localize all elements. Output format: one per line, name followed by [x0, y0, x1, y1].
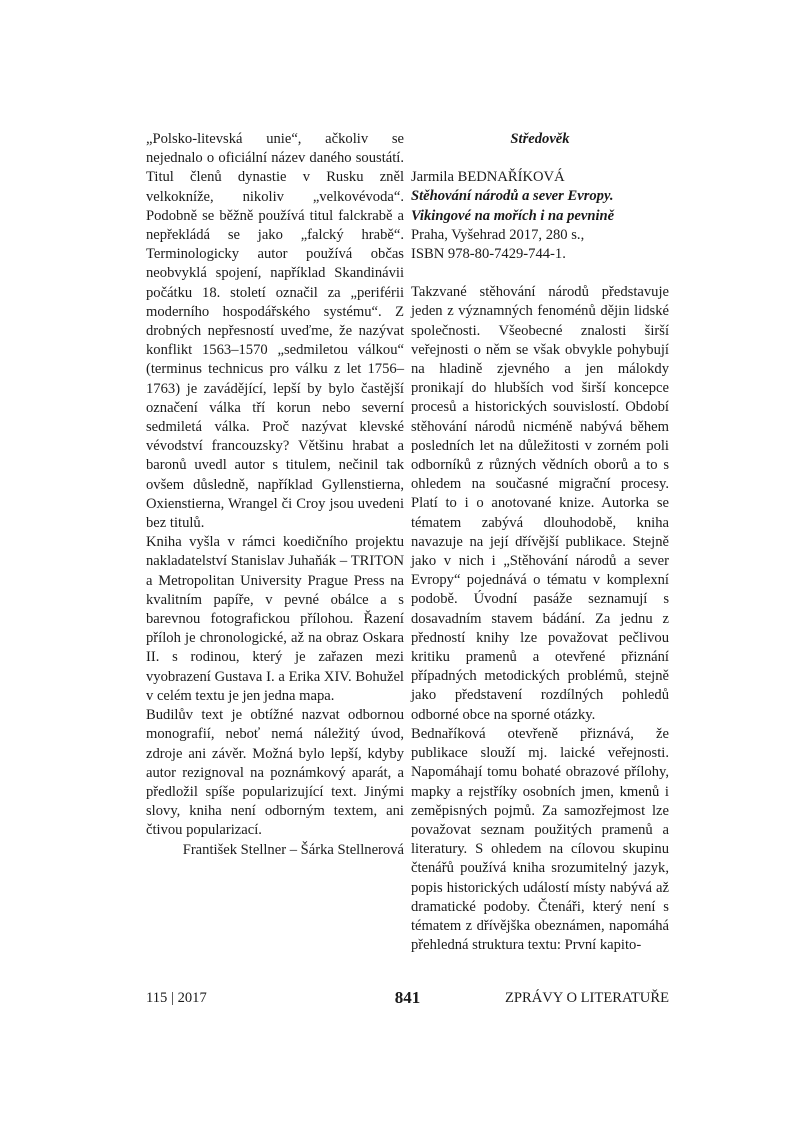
review-signature: František Stellner – Šárka Stellnerová: [182, 841, 404, 858]
paragraph: Bednaříková otevřeně přiznává, že publikace slouží mj. laické veřejnosti. Napomáhají tomu bohaté obrazové přílohy, mapky a rejstříky osobních jmen, kmenů i zeměpisných pojmů. Za samozřejmost lze považovat seznam použitých pramenů a literatury. S ohledem na cílovou skupinu čtenářů používá kniha srozumitelný jazyk, popis historických událostí místy nabývá až dramatické podoby. Čtenáři, který není s tématem z dřívějška obeznámen, napomáhá přehledná struktura textu: První kapito-: [411, 725, 669, 954]
section-title: Středověk: [510, 131, 570, 147]
book-title-line2: Vikingové na mořích i na pevnině: [411, 207, 615, 224]
book-author: Jarmila BEDNAŘÍKOVÁ: [411, 169, 565, 186]
bibliography-entry: [411, 168, 669, 264]
journal-name: ZPRÁVY O LITERATUŘE: [504, 990, 669, 1006]
paragraph: Budilův text je obtížné nazvat odbornou monografií, neboť nemá náležitý úvod, zdroje ani závěr. Možná bylo lepší, kdyby autor rezignoval na poznámkový aparát, a předložil spíše popularizující text. Jinými slovy, kniha není odborným textem, ani čtivou popularizací.: [146, 707, 404, 839]
volume-year: 115 | 2017: [146, 990, 207, 1006]
page-footer: [146, 988, 669, 1010]
book-isbn: ISBN 978-80-7429-744-1.: [411, 246, 566, 263]
page-number: 841: [394, 988, 421, 1007]
book-publisher: Praha, Vyšehrad 2017, 280 s.,: [411, 226, 585, 243]
book-title-line1: Stěhování národů a sever Evropy.: [411, 188, 614, 205]
paragraph: Kniha vyšla v rámci koedičního projektu nakladatelství Stanislav Juhaňák – TRITON a Metropolitan University Prague Press na kvalitním papíře, v pevné obálce a s barevnou fotografickou přílohou. Řazení příloh je chronologické, až na obraz Oskara II. s rodinou, který je zařazen mezi vyobrazení Gustava I. a Erika XIV. Bohužel v celém textu je jen jedna mapa.: [146, 534, 404, 704]
paragraph: Takzvané stěhování národů představuje jeden z významných fenoménů dějin lidské společnosti. Všeobecné znalosti širší veřejnosti o něm se však obvykle pohybují na hladině zjevného a jen málokdy pronikají do hlubších vod širší koncepce procesů a historických souvislostí. Období stěhování národů nicméně nabývá během posledních let na důležitosti v zorném poli odborníků z různých vědních oborů a to s ohledem na současné migrační procesy. Platí to i o anotované knize. Autorka se tématem zabývá dlouhodobě, kniha navazuje na její dřívější publikace. Stejně jako v nich i „Stěhování národů a sever Evropy“ pojednává o tématu v komplexní podobě. Úvodní pasáže seznamují s dosavadním stavem bádání. Za jednu z předností knihy lze považovat pečlivou kritiku pramenů a otevřené přiznání případných metodických problémů, stejně jako představení rozdílných pohledů odborné obce na sporné otázky.: [411, 284, 669, 723]
left-column: [146, 130, 404, 860]
right-column: [411, 130, 669, 955]
paragraph: „Polsko-litevská unie“, ačkoliv se nejednalo o oficiální název daného soustátí. Titul členů dynastie v Rusku zněl velkokníže, nikoliv „velkovévoda“. Podobně se běžně používá titul falckrabě a nepřekládá se jako „falcký hrabě“. Terminologicky autor používá občas neobvyklá spojení, například Skandinávii počátku 18. století označil za „periférii moderního hospodářského systému“. Z drobných nepřesností uveďme, že nazývat konflikt 1563–1570 „sedmiletou válkou“ (terminus technicus pro válku z let 1756–1763) je zavádějící, lepší by bylo častější označení válka tří korun nebo severní sedmiletá válka. Proč nazývat klevské vévodství francouzsky? Většinu hrabat a baronů uvedl autor s titulem, nečinil tak ovšem důsledně, například Gyllenstierna, Oxienstierna, Wrangel či Croy jsou uvedeni bez titulů.: [146, 131, 404, 532]
